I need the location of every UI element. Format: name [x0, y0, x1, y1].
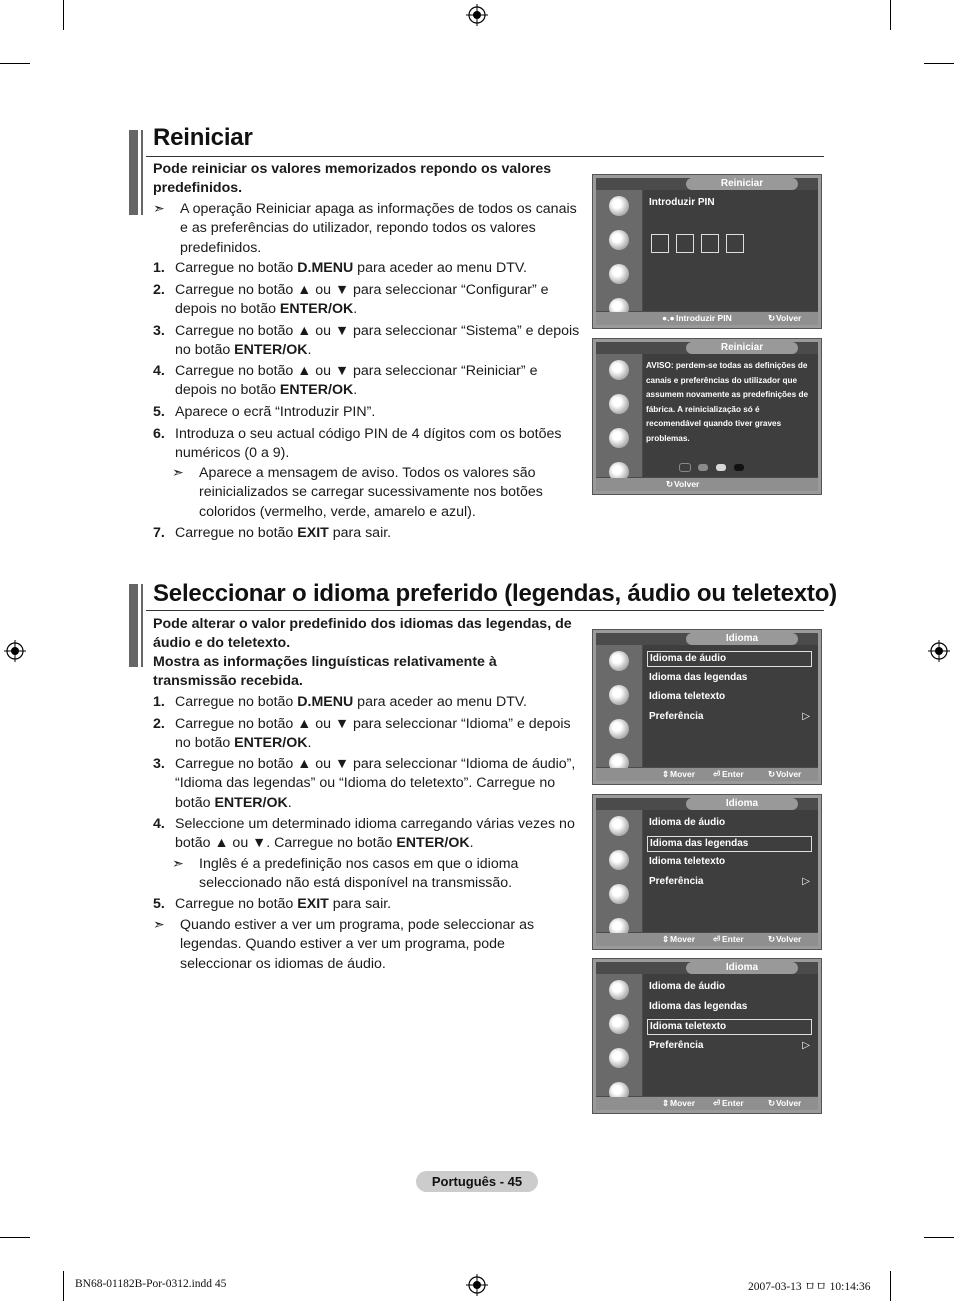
- osd-setup-icon: [609, 264, 629, 284]
- osd-setup-icon: [609, 884, 629, 904]
- section-intro: Pode alterar o valor predefinido dos idiomas das legendas, de áudio e do teletexto.: [153, 616, 572, 652]
- enter-icon: ⏎: [713, 769, 721, 779]
- move-icon: ⇕: [662, 934, 670, 944]
- step-text: Carregue no botão ▲ ou ▼ para seleccionar “Idioma” e depois no botão ENTER/OK.: [175, 716, 571, 752]
- osd-menu-item[interactable]: Preferência ▷: [649, 710, 810, 722]
- step-number: 6.: [153, 426, 165, 442]
- osd-title-tab: Reiniciar: [686, 342, 798, 354]
- step-4: [153, 815, 583, 854]
- step-1: [153, 693, 583, 712]
- osd-title-tab: Idioma: [686, 962, 798, 974]
- chevron-right-icon: ▷: [802, 1039, 810, 1051]
- step-number: 3.: [153, 323, 165, 339]
- note-arrow-icon: ➣: [153, 916, 165, 932]
- osd-channel-icon: [609, 196, 629, 216]
- note: ➣ Quando estiver a ver um programa, pode seleccionar as legendas. Quando estiver a ver um programa, pode seleccionar os idiomas de áudio.: [153, 916, 535, 972]
- step-text: Carregue no botão ▲ ou ▼ para seleccionar “Sistema” e depois no botão ENTER/OK.: [175, 323, 580, 359]
- osd-footer: ⇕ Mover ⏎ Enter ↻ Volver: [596, 1097, 818, 1110]
- osd-footer: ⇕ Mover ⏎ Enter ↻ Volver: [596, 768, 818, 781]
- step-2: [153, 281, 583, 320]
- move-icon: ⇕: [662, 769, 670, 779]
- return-icon: ↻: [666, 479, 674, 489]
- osd-audio-icon: [609, 1014, 629, 1034]
- pin-digit-box: [701, 234, 719, 253]
- step-6: [153, 425, 583, 464]
- registration-mark-icon: [928, 640, 950, 662]
- step-number: 3.: [153, 756, 165, 772]
- osd-menu-item[interactable]: Idioma de áudio: [649, 817, 726, 828]
- osd-menu-item[interactable]: Idioma de áudio: [649, 981, 726, 992]
- step-text: Carregue no botão EXIT para sair.: [175, 896, 392, 912]
- osd-setup-icon: [609, 428, 629, 448]
- section-bar: [129, 130, 143, 215]
- osd-menu-item[interactable]: Idioma teletexto: [649, 691, 726, 702]
- registration-mark-icon: [466, 1274, 488, 1296]
- color-button-blue: [734, 464, 744, 471]
- return-icon: ↻: [768, 1098, 776, 1108]
- osd-channel-icon: [609, 360, 629, 380]
- pin-digit-box: [651, 234, 669, 253]
- osd-pin-label: Introduzir PIN: [649, 197, 715, 208]
- osd-title-tab: Idioma: [686, 633, 798, 645]
- osd-menu-item[interactable]: Idioma das legendas: [649, 671, 748, 683]
- osd-channel-icon: [609, 816, 629, 836]
- date-slug: 2007-03-13 ㅁㅁ 10:14:36: [748, 1281, 871, 1293]
- crop-mark: [924, 63, 954, 64]
- file-slug: BN68-01182B-Por-0312.indd 45: [75, 1278, 227, 1290]
- osd-main: [643, 354, 818, 477]
- note-arrow-icon: ➣: [153, 200, 165, 216]
- crop-mark: [0, 63, 30, 64]
- enter-icon: ⏎: [713, 934, 721, 944]
- step-number: 4.: [153, 363, 165, 379]
- osd-menu-item[interactable]: Idioma de áudio: [647, 651, 812, 667]
- crop-mark: [63, 0, 64, 30]
- step-number: 1.: [153, 694, 165, 710]
- step-number: 1.: [153, 260, 165, 276]
- osd-language-screen: [592, 629, 822, 785]
- note: ➣ Inglês é a predefinição nos casos em que o idioma seleccionado não está disponível na transmissão.: [172, 855, 519, 892]
- crop-mark: [890, 0, 891, 30]
- step-text: Carregue no botão EXIT para sair.: [175, 525, 392, 541]
- chevron-right-icon: ▷: [802, 875, 810, 887]
- crop-mark: [0, 1237, 30, 1238]
- osd-menu-item[interactable]: Idioma teletexto: [649, 856, 726, 867]
- osd-sidebar: [596, 645, 642, 767]
- section-intro: Pode reiniciar os valores memorizados repondo os valores predefinidos.: [153, 161, 552, 197]
- osd-number-icon: ●.●: [662, 313, 675, 323]
- osd-warning-screen: [592, 338, 822, 495]
- osd-setup-icon: [609, 1048, 629, 1068]
- step-text: Carregue no botão ▲ ou ▼ para seleccionar “Reiniciar” e depois no botão ENTER/OK.: [175, 363, 538, 399]
- step-3: [153, 755, 583, 813]
- color-button-red: [679, 463, 691, 472]
- pin-digit-box: [676, 234, 694, 253]
- osd-main: [643, 974, 818, 1096]
- step-2: [153, 715, 583, 754]
- osd-footer: ↻ Volver: [596, 478, 818, 491]
- section-intro: Mostra as informações linguísticas relativamente à transmissão recebida.: [153, 654, 497, 690]
- step-3: [153, 322, 583, 361]
- osd-warning-text: AVISO: perdem-se todas as definições de canais e preferências do utilizador que assumem novamente as predefinições de fábrica. A reinicialização só é recomendável quando tiver graves problemas.: [646, 361, 808, 443]
- registration-mark-icon: [466, 4, 488, 26]
- osd-language-screen: [592, 794, 822, 950]
- crop-mark: [890, 1271, 891, 1301]
- osd-setup-icon: [609, 719, 629, 739]
- step-text: Carregue no botão ▲ ou ▼ para seleccionar “Idioma de áudio”, “Idioma das legendas” ou “Idioma do teletexto”. Carregue no botão ENTER/OK.: [175, 756, 576, 811]
- osd-sidebar: [596, 354, 642, 477]
- note: ➣ A operação Reiniciar apaga as informações de todos os canais e as preferências do utilizador, repondo todos os valores predefinidos.: [153, 200, 577, 256]
- osd-menu-item[interactable]: Idioma das legendas: [647, 836, 812, 852]
- step-number: 4.: [153, 816, 165, 832]
- osd-footer: ⇕ Mover ⏎ Enter ↻ Volver: [596, 933, 818, 946]
- osd-menu-item[interactable]: Preferência ▷: [649, 875, 810, 887]
- osd-menu-item[interactable]: Idioma das legendas: [649, 1000, 748, 1012]
- osd-sidebar: [596, 810, 642, 932]
- step-text: Carregue no botão D.MENU para aceder ao menu DTV.: [175, 694, 528, 710]
- osd-channel-icon: [609, 651, 629, 671]
- step-number: 5.: [153, 896, 165, 912]
- osd-pin-screen: [592, 174, 822, 329]
- return-icon: ↻: [768, 313, 776, 323]
- step-number: 2.: [153, 282, 165, 298]
- page-number-pill: Português - 45: [416, 1171, 538, 1192]
- step-5: [153, 895, 583, 914]
- osd-main: [643, 190, 818, 311]
- osd-audio-icon: [609, 685, 629, 705]
- step-5: [153, 403, 583, 422]
- step-text: Seleccione um determinado idioma carregando várias vezes no botão ▲ ou ▼. Carregue no botão ENTER/OK.: [175, 816, 575, 852]
- osd-main: [643, 810, 818, 932]
- step-text: Carregue no botão ▲ ou ▼ para seleccionar “Configurar” e depois no botão ENTER/OK.: [175, 282, 549, 318]
- osd-sidebar: [596, 974, 642, 1096]
- color-button-yellow: [716, 464, 726, 471]
- osd-main: [643, 645, 818, 767]
- osd-language-screen: [592, 958, 822, 1114]
- osd-audio-icon: [609, 230, 629, 250]
- step-number: 5.: [153, 404, 165, 420]
- note-arrow-icon: ➣: [172, 464, 184, 480]
- section-title-language: Seleccionar o idioma preferido (legendas, áudio ou teletexto): [153, 580, 837, 607]
- osd-footer: ●.● Introduzir PIN ↻ Volver: [596, 312, 818, 325]
- return-icon: ↻: [768, 934, 776, 944]
- crop-mark: [924, 1237, 954, 1238]
- step-number: 7.: [153, 525, 165, 541]
- osd-sidebar: [596, 190, 642, 311]
- step-1: [153, 259, 583, 278]
- osd-title-tab: Reiniciar: [686, 178, 798, 190]
- step-number: 2.: [153, 716, 165, 732]
- crop-mark: [63, 1271, 64, 1301]
- chevron-right-icon: ▷: [802, 710, 810, 722]
- note-arrow-icon: ➣: [172, 855, 184, 871]
- step-text: Introduza o seu actual código PIN de 4 dígitos com os botões numéricos (0 a 9).: [175, 426, 562, 462]
- osd-audio-icon: [609, 850, 629, 870]
- step-7: [153, 524, 583, 543]
- section-rule: [146, 610, 824, 611]
- section-rule: [146, 156, 824, 157]
- enter-icon: ⏎: [713, 1098, 721, 1108]
- step-text: Carregue no botão D.MENU para aceder ao menu DTV.: [175, 260, 528, 276]
- step-4: [153, 362, 583, 401]
- osd-title-tab: Idioma: [686, 798, 798, 810]
- color-button-green: [698, 464, 708, 471]
- return-icon: ↻: [768, 769, 776, 779]
- section-title-reset: Reiniciar: [153, 124, 253, 151]
- step-text: Aparece o ecrã “Introduzir PIN”.: [175, 404, 376, 420]
- osd-menu-item[interactable]: Preferência ▷: [649, 1039, 810, 1051]
- section-bar: [129, 584, 143, 667]
- pin-digit-box: [726, 234, 744, 253]
- registration-mark-icon: [4, 640, 26, 662]
- osd-menu-item[interactable]: Idioma teletexto: [647, 1019, 812, 1035]
- note: ➣ Aparece a mensagem de aviso. Todos os valores são reinicializados se carregar sucessivamente nos botões coloridos (vermelho, verde, amarelo e azul).: [172, 464, 543, 520]
- osd-audio-icon: [609, 394, 629, 414]
- move-icon: ⇕: [662, 1098, 670, 1108]
- osd-channel-icon: [609, 980, 629, 1000]
